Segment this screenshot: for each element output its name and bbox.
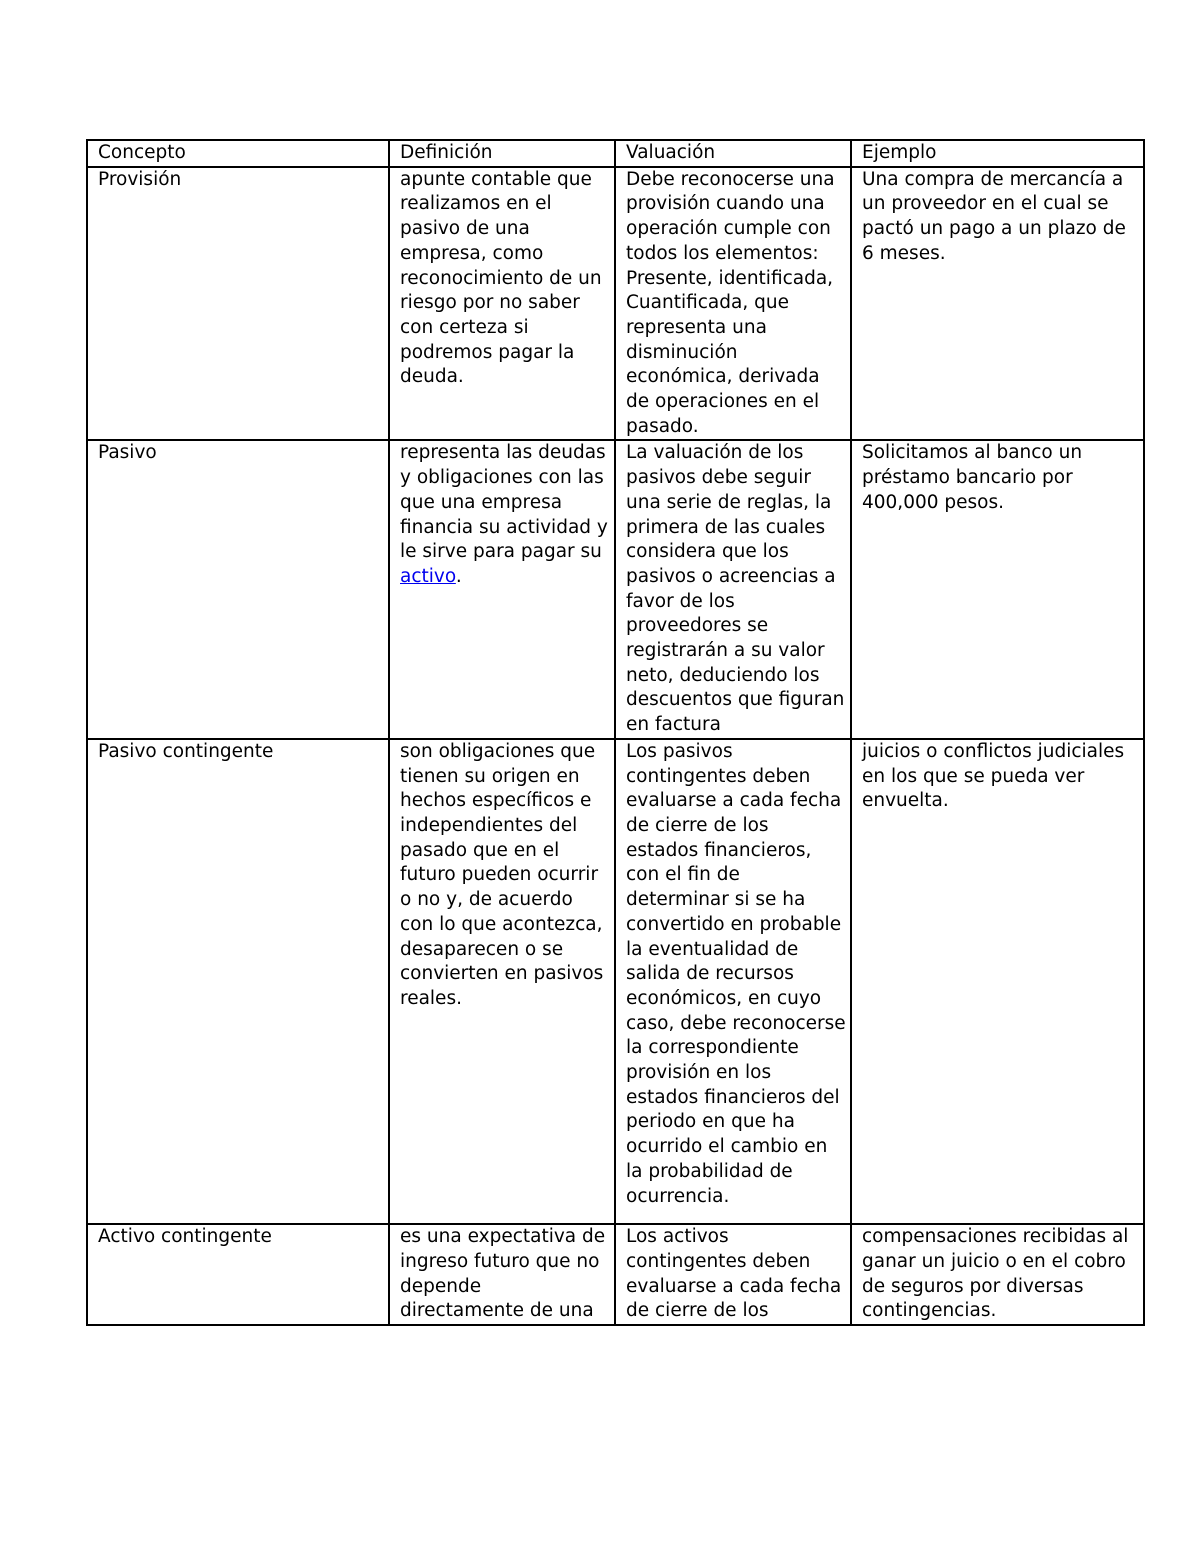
cell-ejemplo: Una compra de mercancía a un proveedor en el cual se pactó un pago a un plazo de 6 meses.: [851, 167, 1144, 441]
header-ejemplo: Ejemplo: [851, 140, 1144, 167]
cell-valuacion: Los activos contingentes deben evaluarse a cada fecha de cierre de los: [615, 1224, 851, 1325]
activo-link[interactable]: activo: [400, 565, 456, 587]
cell-concepto: Provisión: [87, 167, 389, 441]
cell-concepto: Pasivo: [87, 440, 389, 738]
cell-concepto: Activo contingente: [87, 1224, 389, 1325]
cell-valuacion: La valuación de los pasivos debe seguir una serie de reglas, la primera de las cuales considera que los pasivos o acreencias a favor de los proveedores se registrarán a su valor neto, deduciendo los descuentos que figuran en factura: [615, 440, 851, 738]
concept-table: [86, 139, 1145, 1326]
cell-ejemplo: compensaciones recibidas al ganar un juicio o en el cobro de seguros por diversas contingencias.: [851, 1224, 1144, 1325]
cell-definicion: apunte contable que realizamos en el pasivo de una empresa, como reconocimiento de un riesgo por no saber con certeza si podremos pagar la deuda.: [389, 167, 615, 441]
header-concepto: Concepto: [87, 140, 389, 167]
cell-definicion: son obligaciones que tienen su origen en hechos específicos e independientes del pasado que en el futuro pueden ocurrir o no y, de acuerdo con lo que acontezca, desaparecen o se convierten en pasivos reales.: [389, 739, 615, 1224]
cell-definicion: [389, 440, 615, 738]
cell-concepto: Pasivo contingente: [87, 739, 389, 1224]
header-valuacion: Valuación: [615, 140, 851, 167]
definicion-text: representa las deudas y obligaciones con las que una empresa financia su actividad y le sirve para pagar su: [400, 442, 608, 563]
cell-valuacion: Debe reconocerse una provisión cuando una operación cumple con todos los elementos: Presente, identificada, Cuantificada, que representa una disminución económica, derivada de operaciones en el pasado.: [615, 167, 851, 441]
table-header-row: [87, 140, 1144, 167]
cell-valuacion: Los pasivos contingentes deben evaluarse a cada fecha de cierre de los estados financieros, con el fin de determinar si se ha convertido en probable la eventualidad de salida de recursos económicos, en cuyo caso, debe reconocerse la correspondiente provisión en los estados financieros del periodo en que ha ocurrido el cambio en la probabilidad de ocurrencia.: [615, 739, 851, 1224]
table-row: [87, 167, 1144, 441]
cell-ejemplo: Solicitamos al banco un préstamo bancario por 400,000 pesos.: [851, 440, 1144, 738]
header-definicion: Definición: [389, 140, 615, 167]
table-row: [87, 440, 1144, 738]
cell-definicion: es una expectativa de ingreso futuro que no depende directamente de una: [389, 1224, 615, 1325]
definicion-end: .: [455, 565, 462, 587]
table-row: [87, 1224, 1144, 1325]
cell-ejemplo: juicios o conflictos judiciales en los que se pueda ver envuelta.: [851, 739, 1144, 1224]
table-row: [87, 739, 1144, 1224]
